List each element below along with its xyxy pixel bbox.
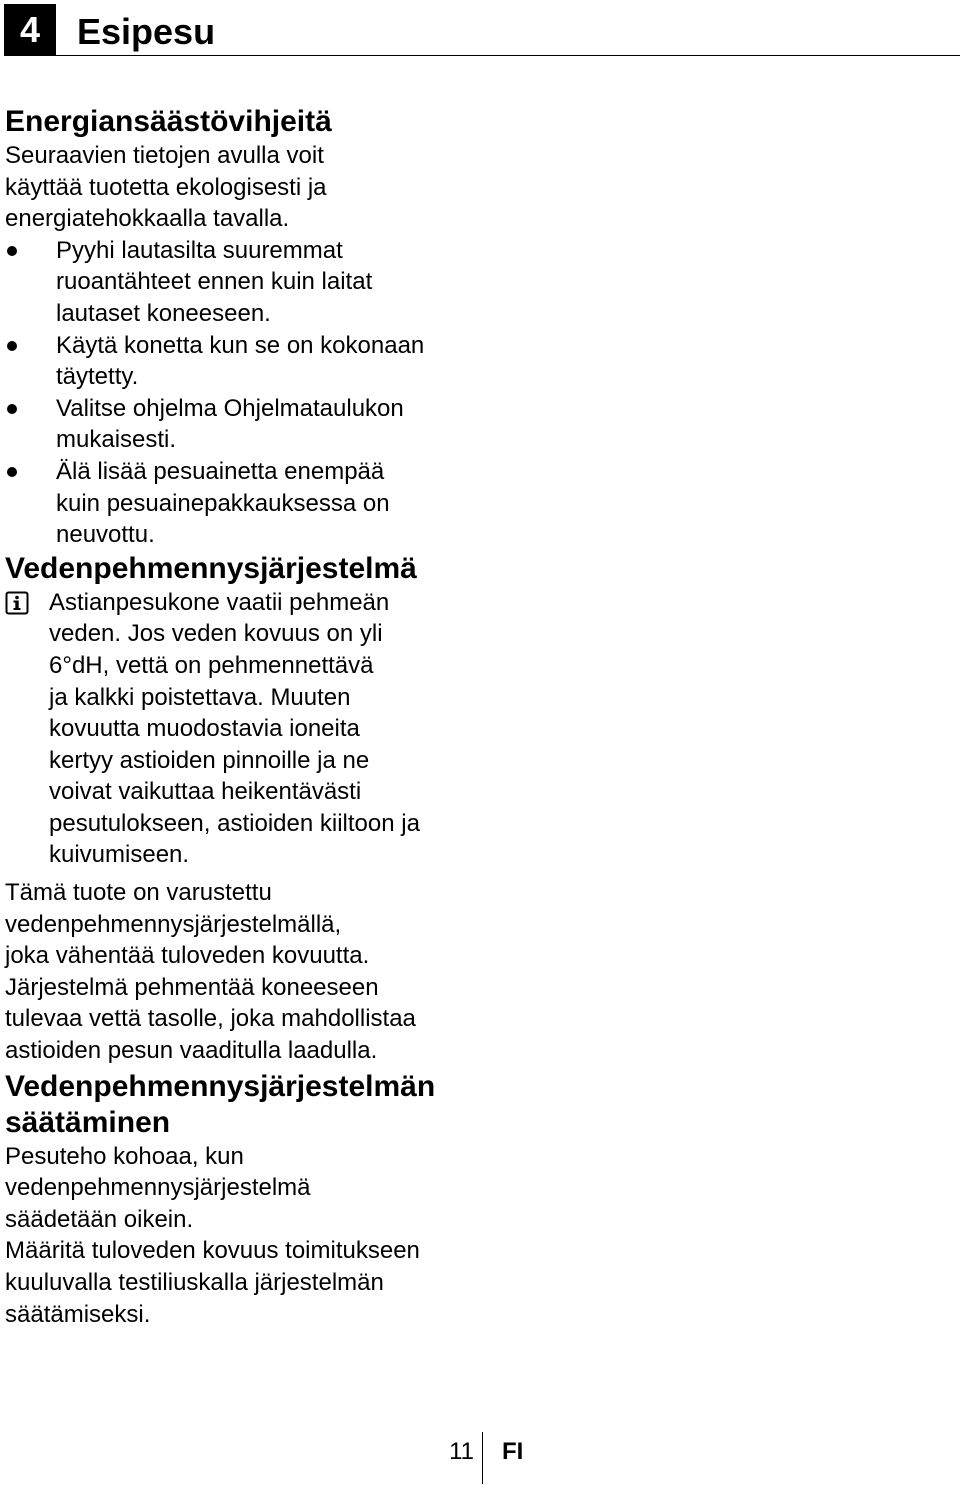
list-item: Älä lisää pesuainetta enempää kuin pesuainepakkauksessa on neuvottu. <box>5 456 495 551</box>
list-item: Pyyhi lautasilta suuremmat ruoantähteet ennen kuin laitat lautaset koneeseen. <box>5 235 495 330</box>
content-column <box>5 104 495 1330</box>
list-item: Valitse ohjelma Ohjelmataulukon mukaisesti. <box>5 393 495 456</box>
info-note: Astianpesukone vaatii pehmeän veden. Jos veden kovuus on yli 6°dH, vettä on pehmennettävä ja kalkki poistettava. Muuten kovuutta muodostavia ioneita kertyy astioiden pinnoille ja ne voivat vaikuttaa heikentävästi pesutulokseen, astioiden kiiltoon ja kuivumiseen. <box>5 587 495 871</box>
softener-adjustment-heading: Vedenpehmennysjärjestelmän säätäminen <box>5 1069 436 1139</box>
energy-tips-heading: Energiansäästövihjeitä <box>5 105 332 138</box>
chapter-number-badge: 4 <box>4 4 56 56</box>
language-code: FI <box>502 1438 524 1465</box>
water-softener-heading: Vedenpehmennysjärjestelmä <box>5 551 417 585</box>
energy-tips-intro: Seuraavien tietojen avulla voit käyttää tuotetta ekologisesti ja energiatehokkaalla tavalla. <box>5 142 327 233</box>
water-softener-paragraph: Tämä tuote on varustettu vedenpehmennysjärjestelmällä, joka vähentää tuloveden kovuutta. Järjestelmä pehmentää koneeseen tulevaa vettä tasolle, joka mahdollistaa astioiden pesun vaaditulla laadulla. <box>5 879 416 1065</box>
page-number: 11 <box>449 1438 474 1465</box>
bullet-icon <box>7 404 17 414</box>
header-divider <box>56 55 960 56</box>
energy-tips-list <box>5 235 495 551</box>
bullet-icon <box>7 467 17 477</box>
bullet-icon <box>7 341 17 351</box>
chapter-title: Esipesu <box>77 11 216 52</box>
footer-divider <box>482 1432 483 1484</box>
info-icon <box>5 591 29 615</box>
softener-adjustment-paragraph: Pesuteho kohoaa, kun vedenpehmennysjärjestelmä säädetään oikein. Määritä tuloveden kovuus toimitukseen kuuluvalla testiliuskalla järjestelmän säätämiseksi. <box>5 1142 420 1328</box>
bullet-icon <box>7 246 17 256</box>
list-item: Käytä konetta kun se on kokonaan täytetty. <box>5 330 495 393</box>
chapter-header <box>4 4 960 56</box>
